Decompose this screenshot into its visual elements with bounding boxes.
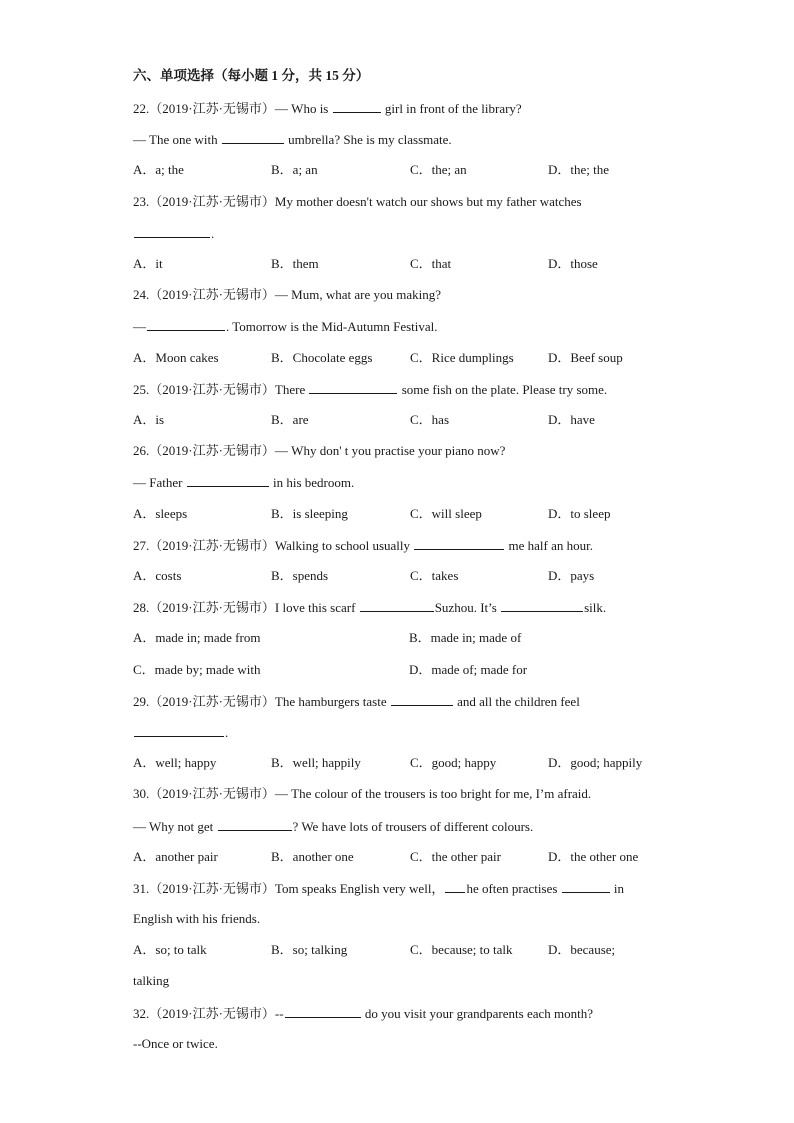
answer-blank: [222, 131, 284, 144]
question-27-options: [133, 568, 673, 584]
question-24-options: [133, 350, 673, 366]
option-d[interactable]: D．good; happily: [548, 755, 643, 770]
option-c[interactable]: C．has: [410, 412, 450, 427]
option-b[interactable]: B．are: [271, 412, 309, 427]
question-source: （2019·江苏·无锡市）: [149, 1006, 275, 1021]
answer-blank: [147, 318, 225, 331]
option-a[interactable]: A．is: [133, 412, 165, 427]
answer-blank: [501, 599, 583, 612]
option-c[interactable]: C．Rice dumplings: [410, 350, 514, 365]
option-a[interactable]: A．costs: [133, 568, 182, 583]
question-23-stem: 23.（2019·江苏·无锡市）My mother doesn't watch our shows but my father watches: [133, 194, 582, 209]
answer-blank: [134, 225, 210, 238]
question-number: 28.: [133, 600, 150, 615]
question-23-options: [133, 256, 673, 272]
question-29-options: [133, 755, 673, 771]
question-number: 31.: [133, 881, 150, 896]
option-d[interactable]: D．the; the: [548, 162, 610, 177]
question-28-options-row-2: [133, 662, 673, 678]
option-c[interactable]: C．will sleep: [410, 506, 482, 521]
question-number: 22.: [133, 101, 150, 116]
option-b[interactable]: B．is sleeping: [271, 506, 348, 521]
question-number: 23.: [133, 194, 150, 209]
option-c[interactable]: C．the other pair: [410, 849, 501, 864]
question-28-options-row-1: [133, 630, 673, 646]
question-source: （2019·江苏·无锡市）: [149, 443, 275, 458]
option-b[interactable]: B．spends: [271, 568, 329, 583]
question-25-options: [133, 412, 673, 428]
answer-blank: [187, 474, 269, 487]
question-26-line-2: — Father in his bedroom.: [133, 475, 355, 490]
option-a[interactable]: A．Moon cakes: [133, 350, 219, 365]
option-d[interactable]: D．those: [548, 256, 598, 271]
question-30-stem: 30.（2019·江苏·无锡市）— The colour of the trousers is too bright for me, I’m afraid.: [133, 786, 592, 801]
answer-blank: [360, 599, 434, 612]
option-d[interactable]: D．have: [548, 412, 595, 427]
question-source: （2019·江苏·无锡市）: [149, 881, 275, 896]
answer-blank: [414, 537, 504, 550]
question-number: 26.: [133, 443, 150, 458]
question-number: 29.: [133, 694, 150, 709]
option-a[interactable]: A．so; to talk: [133, 942, 207, 957]
option-c[interactable]: C．because; to talk: [410, 942, 513, 957]
option-c[interactable]: C．takes: [410, 568, 459, 583]
question-source: （2019·江苏·无锡市）: [149, 786, 275, 801]
question-29-line-2: .: [133, 724, 228, 741]
question-22-stem: 22.（2019·江苏·无锡市）— Who is girl in front of the library?: [133, 101, 522, 116]
question-22-line-2: — The one with umbrella? She is my classmate.: [133, 132, 452, 147]
question-number: 25.: [133, 382, 150, 397]
answer-blank: [285, 1005, 361, 1018]
option-b[interactable]: B．well; happily: [271, 755, 361, 770]
answer-blank: [309, 381, 397, 394]
option-c[interactable]: C．the; an: [410, 162, 467, 177]
question-24-stem: 24.（2019·江苏·无锡市）— Mum, what are you making?: [133, 287, 441, 302]
question-31-stem: 31.（2019·江苏·无锡市）Tom speaks English very well， he often practises in: [133, 881, 625, 896]
question-30-options: [133, 849, 673, 865]
answer-blank: [562, 880, 610, 893]
answer-blank: [445, 880, 465, 893]
option-b[interactable]: B．a; an: [271, 162, 318, 177]
option-d[interactable]: D．made of; made for: [409, 662, 528, 677]
option-d[interactable]: D．because;: [548, 942, 616, 957]
question-31-option-d-continued: talking: [133, 973, 170, 988]
section-title: 六、单项选择（每小题 1 分，共 15 分）: [133, 68, 370, 83]
option-a[interactable]: A．made in; made from: [133, 630, 261, 645]
question-source: （2019·江苏·无锡市）: [149, 600, 275, 615]
answer-blank: [333, 100, 381, 113]
option-a[interactable]: A．a; the: [133, 162, 184, 177]
question-31-options: [133, 942, 673, 958]
option-d[interactable]: D．Beef soup: [548, 350, 623, 365]
option-c[interactable]: C．that: [410, 256, 452, 271]
question-31-line-2: English with his friends.: [133, 911, 261, 926]
question-26-stem: 26.（2019·江苏·无锡市）— Why don' t you practise your piano now?: [133, 443, 506, 458]
option-b[interactable]: B．Chocolate eggs: [271, 350, 373, 365]
question-number: 27.: [133, 538, 150, 553]
question-28-stem: 28.（2019·江苏·无锡市）I love this scarf Suzhou. It’s silk.: [133, 600, 607, 615]
answer-blank: [391, 693, 453, 706]
question-25-stem: 25.（2019·江苏·无锡市）There some fish on the plate. Please try some.: [133, 382, 608, 397]
question-24-line-2: — . Tomorrow is the Mid-Autumn Festival.: [133, 319, 438, 334]
question-source: （2019·江苏·无锡市）: [149, 382, 275, 397]
question-32-line-2: --Once or twice.: [133, 1036, 218, 1051]
option-d[interactable]: D．to sleep: [548, 506, 611, 521]
question-source: （2019·江苏·无锡市）: [149, 287, 275, 302]
question-source: （2019·江苏·无锡市）: [149, 101, 275, 116]
question-source: （2019·江苏·无锡市）: [149, 194, 275, 209]
option-a[interactable]: A．another pair: [133, 849, 218, 864]
question-30-line-2: — Why not get ? We have lots of trousers of different colours.: [133, 819, 534, 834]
option-a[interactable]: A．it: [133, 256, 163, 271]
answer-blank: [134, 724, 224, 737]
option-b[interactable]: B．made in; made of: [409, 630, 522, 645]
option-c[interactable]: C．made by; made with: [133, 662, 261, 677]
option-b[interactable]: B．so; talking: [271, 942, 348, 957]
option-a[interactable]: A．sleeps: [133, 506, 188, 521]
question-27-stem: 27.（2019·江苏·无锡市）Walking to school usually me half an hour.: [133, 538, 593, 553]
option-d[interactable]: D．pays: [548, 568, 595, 583]
option-d[interactable]: D．the other one: [548, 849, 639, 864]
question-29-stem: 29.（2019·江苏·无锡市）The hamburgers taste and all the children feel: [133, 694, 580, 709]
option-b[interactable]: B．them: [271, 256, 319, 271]
question-23-line-2: .: [133, 225, 214, 242]
question-number: 30.: [133, 786, 150, 801]
question-32-stem: 32.（2019·江苏·无锡市）-- do you visit your grandparents each month?: [133, 1006, 594, 1021]
question-26-options: [133, 506, 673, 522]
answer-blank: [218, 818, 292, 831]
option-a[interactable]: A．well; happy: [133, 755, 217, 770]
question-source: （2019·江苏·无锡市）: [149, 694, 275, 709]
question-source: （2019·江苏·无锡市）: [149, 538, 275, 553]
question-number: 24.: [133, 287, 150, 302]
option-c[interactable]: C．good; happy: [410, 755, 497, 770]
option-b[interactable]: B．another one: [271, 849, 354, 864]
question-number: 32.: [133, 1006, 150, 1021]
question-22-options: [133, 162, 673, 178]
